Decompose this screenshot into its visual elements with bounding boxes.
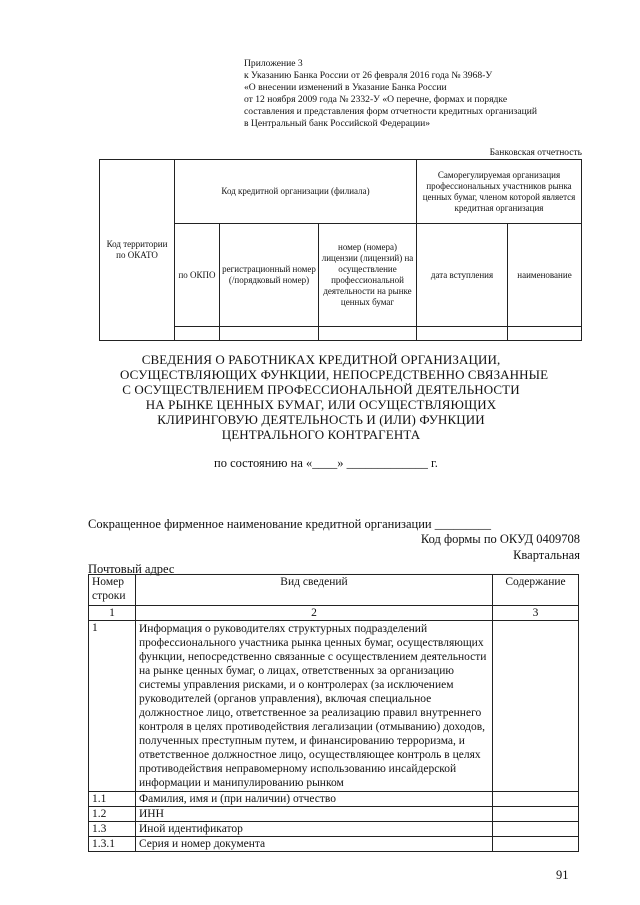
table-row [89,822,579,837]
column-number: 3 [493,606,579,621]
appendix-reference [244,58,604,130]
okpo-header: по ОКПО [175,224,220,327]
okud-code: Код формы по ОКУД 0409708 [420,532,580,546]
empty-cell [175,326,220,340]
empty-cell [508,326,582,340]
reg-number-header: регистрационный номер (/порядковый номер) [220,224,319,327]
periodicity: Квартальная [513,548,580,562]
appendix-line: составления и представления форм отчетности кредитных организаций [244,106,537,117]
empty-cell [220,326,319,340]
empty-cell [319,326,417,340]
row-number: 1.3 [89,822,136,837]
title-line: КЛИРИНГОВУЮ ДЕЯТЕЛЬНОСТЬ И (ИЛИ) ФУНКЦИИ [157,412,485,427]
document-title [120,352,549,442]
column-header-content: Содержание [493,575,579,606]
appendix-line: «О внесении изменений в Указание Банка России [244,82,447,93]
row-number: 1 [89,621,136,792]
join-date-header: дата вступления [417,224,508,327]
page-number: 91 [556,868,569,882]
column-header-row-number: Номер строки [89,575,136,606]
row-number: 1.3.1 [89,837,136,852]
column-number-row [89,606,579,621]
org-code-header: Код кредитной организации (филиала) [175,160,417,224]
row-kind: Фамилия, имя и (при наличии) отчество [136,792,493,807]
appendix-line: Приложение 3 [244,58,303,69]
column-number: 2 [136,606,493,621]
title-line: СВЕДЕНИЯ О РАБОТНИКАХ КРЕДИТНОЙ ОРГАНИЗАЦИИ, [141,352,501,367]
table-row [89,837,579,852]
row-number: 1.1 [89,792,136,807]
appendix-line: к Указанию Банка России от 26 февраля 2016 года № 3968-У [244,70,493,81]
title-line: ЦЕНТРАЛЬНОГО КОНТРАГЕНТА [221,427,421,442]
sro-header: Саморегулируемая организация профессиональных участников рынка ценных бумаг, членом которой является кредитная организация [417,160,582,224]
as-of-date: по состоянию на «____» _____________ г. [214,456,438,470]
table-row [89,621,579,792]
okato-header: Код территории по ОКАТО [100,160,175,341]
sro-name-header: наименование [508,224,582,327]
license-header: номер (номера) лицензии (лицензий) на осуществление профессиональной деятельности на рынке ценных бумаг [319,224,417,327]
column-number: 1 [89,606,136,621]
row-content [493,807,579,822]
row-kind: Иной идентификатор [136,822,493,837]
column-header-kind: Вид сведений [136,575,493,606]
row-number: 1.2 [89,807,136,822]
row-kind: ИНН [136,807,493,822]
empty-cell [417,326,508,340]
main-data-table [88,574,579,852]
header-codes-table [99,159,582,341]
bank-reporting-label: Банковская отчетность [489,148,582,158]
row-content [493,822,579,837]
appendix-line: в Центральный банк Российской Федерации» [244,118,431,129]
postal-address-line: Почтовый адрес ______________________________________________________ [88,562,516,576]
appendix-line: от 12 ноября 2009 года № 2332-У «О перечне, формах и порядке [244,94,508,105]
title-line: ОСУЩЕСТВЛЯЮЩИХ ФУНКЦИИ, НЕПОСРЕДСТВЕННО СВЯЗАННЫЕ [120,367,549,382]
table-row [89,807,579,822]
row-content [493,792,579,807]
table-row [89,792,579,807]
row-content [493,621,579,792]
table-header-row [89,575,579,606]
row-content [493,837,579,852]
firm-name-line: Сокращенное фирменное наименование кредитной организации _________ [88,517,491,531]
row-kind: Серия и номер документа [136,837,493,852]
title-line: С ОСУЩЕСТВЛЕНИЕМ ПРОФЕССИОНАЛЬНОЙ ДЕЯТЕЛЬНОСТИ [122,382,520,397]
title-line: НА РЫНКЕ ЦЕННЫХ БУМАГ, ИЛИ ОСУЩЕСТВЛЯЮЩИХ [145,397,497,412]
form-code-block [421,531,580,563]
row-kind: Информация о руководителях структурных подразделений профессионального участника рынка ценных бумаг, осуществляющих функции, непосредственно связанные с осуществлением деятельности на рынке ценных бумаг, о лицах, ответственных за организацию системы управления рисками, и о контролерах (за исключением руководителей (органов управления), включая специальное должностное лицо, ответственное за реализацию правил внутреннего контроля в целях противодействия легализации (отмыванию) доходов, полученных преступным путем, и финансированию терроризма, и ответственное должностное лицо, осуществляющее контроль в целях противодействия неправомерному использованию инсайдерской информации и манипулированию рынком [136,621,493,792]
